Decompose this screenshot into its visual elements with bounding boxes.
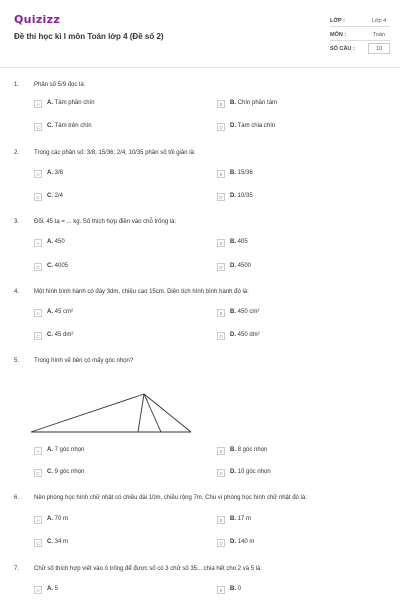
meta-grade-value: Lớp 4 — [371, 18, 387, 24]
figure-ray — [138, 394, 144, 432]
option-label: C. — [47, 539, 53, 545]
option-label: B. — [230, 309, 236, 315]
option-letter-box: B — [217, 447, 225, 455]
question-number: 2. — [14, 150, 20, 156]
option-letter-box: B — [217, 586, 225, 594]
option-text: 10/35 — [237, 193, 253, 199]
option-label: D. — [230, 332, 236, 338]
figure-ray — [31, 394, 144, 432]
option-letter-box: A — [34, 239, 42, 247]
option-text: 9 góc nhọn — [54, 469, 85, 475]
worksheet-header — [0, 0, 400, 64]
option-text: Tám chia chín — [237, 123, 276, 129]
option-text: 450 dm² — [237, 332, 260, 338]
quizizz-logo[interactable]: Quizizz — [14, 13, 61, 26]
option-text: 405 — [237, 239, 248, 245]
option-letter-box: A — [34, 516, 42, 524]
option-text: 34 m — [54, 539, 69, 545]
option-letter-box: A — [34, 447, 42, 455]
option-letter-box: D — [217, 332, 225, 340]
question-number: 1. — [14, 82, 20, 88]
option-text: 0 — [237, 586, 242, 592]
option-label: B. — [230, 239, 236, 245]
option-text: 7 góc nhọn — [54, 447, 85, 453]
option-text: Chín phần tám — [237, 100, 278, 106]
question-text: Phân số 5/9 đọc là: — [34, 82, 86, 88]
option-label: B. — [230, 447, 236, 453]
option-text: 4005 — [54, 263, 69, 269]
option-text: 2/4 — [54, 193, 64, 199]
option-letter-box: B — [217, 170, 225, 178]
option-letter-box: B — [217, 516, 225, 524]
option-label: D. — [230, 263, 236, 269]
option-letter-box: C — [34, 193, 42, 201]
option-letter-box: D — [217, 193, 225, 201]
question-number: 4. — [14, 289, 20, 295]
meta-grade — [330, 15, 390, 27]
option-letter-box: C — [34, 469, 42, 477]
option-label: C. — [47, 469, 53, 475]
option-label: A. — [47, 516, 53, 522]
option-label: A. — [47, 309, 53, 315]
option-text: 10 góc nhọn — [237, 469, 271, 475]
option-label: D. — [230, 539, 236, 545]
option-label: C. — [47, 263, 53, 269]
worksheet-title: Đề thi học kì I môn Toán lớp 4 (Đề số 2) — [14, 32, 164, 41]
question-text: Trong hình vẽ bên có mấy góc nhọn? — [34, 358, 134, 364]
option-letter-box: C — [34, 332, 42, 340]
option-letter-box: B — [217, 239, 225, 247]
header-divider — [0, 67, 400, 68]
option-text: 45 dm² — [54, 332, 74, 338]
meta-subject-value: Toán — [373, 32, 385, 38]
option-text: 450 cm² — [237, 309, 260, 315]
option-label: B. — [230, 100, 236, 106]
option-text: 8 góc nhọn — [237, 447, 268, 453]
option-letter-box: D — [217, 469, 225, 477]
option-letter-box: D — [217, 539, 225, 547]
meta-subject-label: MÔN : — [330, 32, 347, 38]
option-letter-box: C — [34, 263, 42, 271]
option-text: 17 m — [237, 516, 252, 522]
option-label: C. — [47, 123, 53, 129]
option-label: D. — [230, 123, 236, 129]
option-text: 140 m — [237, 539, 255, 545]
question-text: Nền phòng học hình chữ nhật có chiều dài 10m, chiều rộng 7m. Chu vi phòng học hình chữ nhật đó là: — [34, 495, 307, 501]
question-text: Đổi: 45 tạ = ... kg. Số thích hợp điền vào chỗ trống là: — [34, 219, 177, 225]
option-letter-box: B — [217, 309, 225, 317]
figure-ray — [144, 394, 161, 432]
option-label: B. — [230, 170, 236, 176]
option-label: B. — [230, 516, 236, 522]
option-label: D. — [230, 469, 236, 475]
option-label: A. — [47, 100, 53, 106]
option-text: 3/8 — [54, 170, 64, 176]
option-label: D. — [230, 193, 236, 199]
option-text: 70 m — [54, 516, 69, 522]
option-letter-box: D — [217, 263, 225, 271]
option-label: B. — [230, 586, 236, 592]
option-label: A. — [47, 170, 53, 176]
question-number: 6. — [14, 495, 20, 501]
option-letter-box: A — [34, 309, 42, 317]
option-letter-box: A — [34, 100, 42, 108]
option-text: 15/36 — [237, 170, 253, 176]
option-label: C. — [47, 332, 53, 338]
option-letter-box: A — [34, 586, 42, 594]
question-number: 5. — [14, 358, 20, 364]
meta-subject — [330, 29, 390, 41]
option-label: A. — [47, 586, 53, 592]
option-label: A. — [47, 239, 53, 245]
meta-count — [330, 43, 390, 55]
meta-grade-label: LỚP : — [330, 18, 345, 24]
option-label: A. — [47, 447, 53, 453]
meta-divider — [330, 26, 390, 27]
meta-count-value: 10 — [375, 46, 383, 52]
question-text: Trong các phân số: 3/8; 15/36; 2/4; 10/35 phân số tối giản là: — [34, 150, 196, 156]
question-text: Một hình bình hành có đáy 3dm, chiều cao 15cm. Diện tích hình bình hành đó là: — [34, 289, 249, 295]
meta-count-label: SỐ CÂU : — [330, 46, 355, 52]
question-number: 7. — [14, 566, 20, 572]
option-text: Tám phần chín — [54, 100, 95, 106]
option-letter-box: D — [217, 123, 225, 131]
option-letter-box: B — [217, 100, 225, 108]
meta-divider — [330, 40, 390, 41]
question-number: 3. — [14, 219, 20, 225]
question-text: Chữ số thích hợp viết vào ô trống để được số có 3 chữ số 35... chia hết cho 2 và 5 là: — [34, 566, 263, 572]
option-letter-box: A — [34, 170, 42, 178]
figure-ray — [144, 394, 191, 432]
angle-figure — [30, 393, 192, 433]
option-label: C. — [47, 193, 53, 199]
option-letter-box: C — [34, 539, 42, 547]
option-text: 5 — [54, 586, 59, 592]
option-text: 4500 — [237, 263, 252, 269]
option-text: 450 — [54, 239, 65, 245]
option-text: Tám trên chín — [54, 123, 92, 129]
option-letter-box: C — [34, 123, 42, 131]
option-text: 45 cm² — [54, 309, 74, 315]
